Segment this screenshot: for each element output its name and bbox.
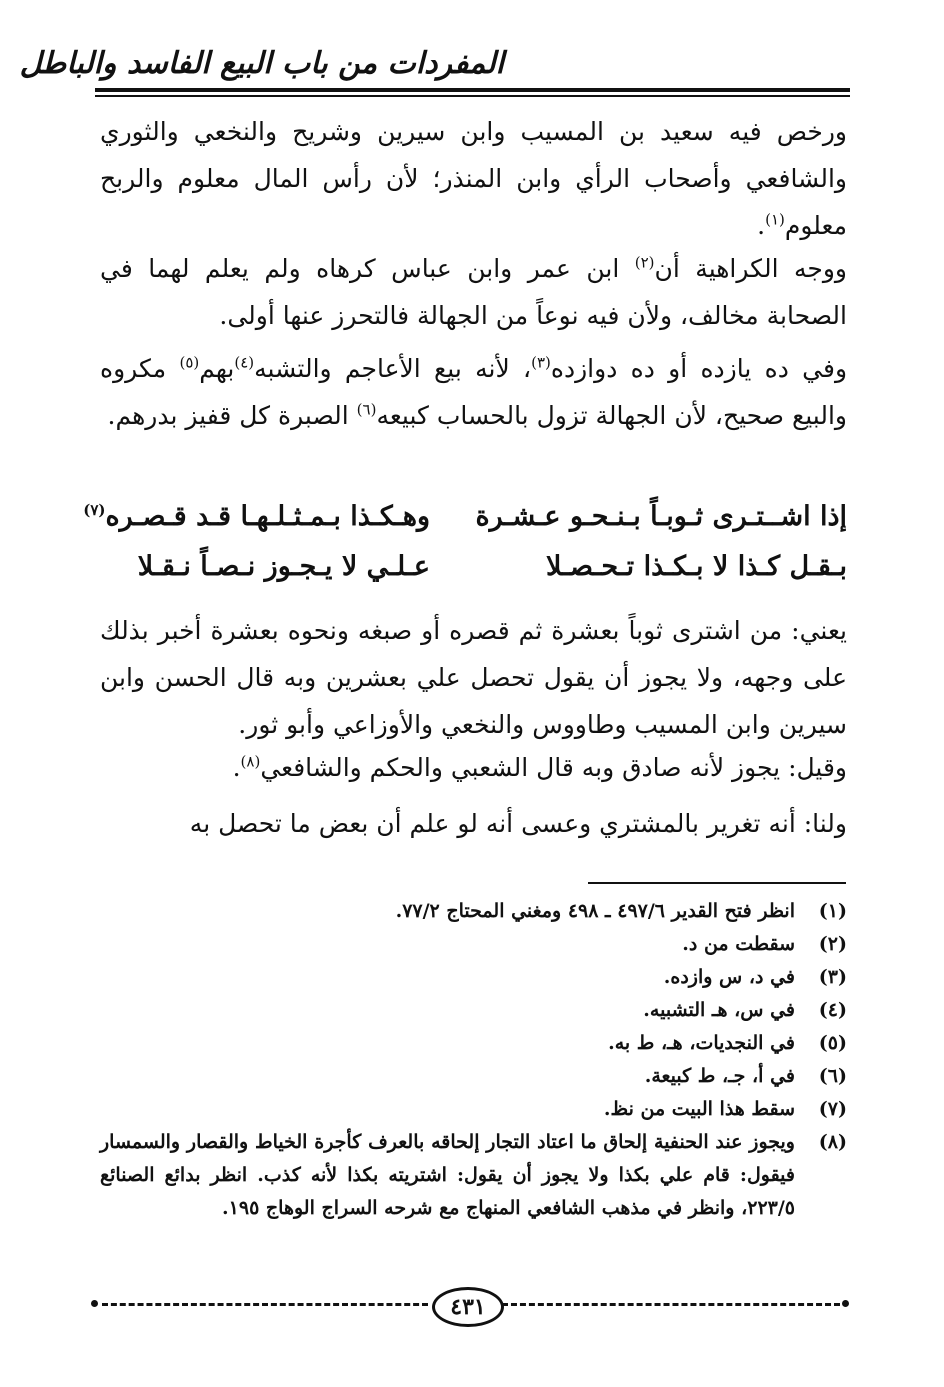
footnote-ref-3[interactable]: (٣): [531, 353, 551, 372]
footnote-6: [100, 1060, 847, 1093]
footnote-8: [100, 1126, 847, 1225]
footnote-ref-5[interactable]: (٥): [179, 353, 200, 372]
footnote-2: [100, 928, 847, 961]
footnote-number: (٦): [818, 1065, 847, 1087]
running-header-title: المفردات من باب البيع الفاسد والباطل: [19, 46, 504, 81]
footnote-5: [100, 1027, 847, 1060]
footnote-number: (٧): [818, 1098, 847, 1120]
footnote-text: انظر فتح القدير ٤٩٧/٦ ـ ٤٩٨ ومغني المحتاج ٧٧/٢.: [395, 900, 795, 922]
footnote-7: [100, 1093, 847, 1126]
footnote-ref-7[interactable]: (٧): [83, 501, 106, 519]
footnote-number: (٢): [818, 933, 847, 955]
footnote-text: في د، س وازده.: [663, 966, 795, 988]
footnote-number: (٨): [818, 1131, 847, 1153]
footer-dashed-rule-left: [102, 1303, 428, 1306]
footnote-ref-2[interactable]: (٢): [634, 253, 655, 272]
footer-ornament-dot: [842, 1300, 849, 1307]
page-number: ٤٣١: [432, 1287, 504, 1327]
footnote-number: (١): [818, 900, 847, 922]
footnote-1: [100, 895, 847, 928]
paragraph-4: يعني: من اشترى ثوباً بعشرة ثم قصره أو صبغه ونحوه بعشرة أخبر بذلك على وجهه، ولا يجوز أن يقول تحصل علي بعشرين وبه قال الحسن وابن سيرين وابن المسيب وطاووس والنخعي والأوزاعي وأبو ثور.: [100, 616, 847, 739]
footnote-text: ويجوز عند الحنفية إلحاق ما اعتاد التجار إلحاقه بالعرف كأجرة الخياط والقصار والسمسار فيقول: قام علي بكذا ولا يجوز أن يقول: اشتريته بكذا لأنه كذب. انظر بدائع الصنائع ٢٢٣/٥، وانظر في مذهب الشافعي المنهاج مع شرحه السراج الوهاج ١٩٥.: [100, 1131, 795, 1219]
footnote-separator: [588, 882, 846, 884]
header-rule-thick: [95, 88, 850, 92]
footnote-ref-6[interactable]: (٦): [356, 400, 377, 419]
paragraph-1: ورخص فيه سعيد بن المسيب وابن سيرين وشريح والنخعي والثوري والشافعي وأصحاب الرأي وابن المنذر؛ لأن رأس المال معلوم والربح معلوم$^{(١)}$.: [100, 117, 847, 240]
footnote-number: (٤): [818, 999, 847, 1021]
footnote-4: [100, 994, 847, 1027]
footnote-text: سقط هذا البيت من نظ.: [603, 1098, 795, 1120]
footnote-ref-8[interactable]: (٨): [240, 752, 261, 771]
poem-line-2-first-hemistich: بـقـل كـذا لا بـكـذا تـحـصـلا: [546, 551, 847, 582]
footnote-text: في أ، جـ، ط كبيعة.: [644, 1065, 795, 1087]
footnote-number: (٥): [818, 1032, 847, 1054]
footnote-text: سقطت من د.: [682, 933, 795, 955]
footer-dashed-rule-right: [502, 1303, 840, 1306]
header-rule-thin: [95, 95, 850, 97]
poem-line-2-second-hemistich: عـلـي لا يـجـوز نـصـاً نـقـلا: [137, 551, 430, 582]
footnote-text: في س، هـ التشبيه.: [643, 999, 795, 1021]
footnote-3: [100, 961, 847, 994]
paragraph-5: وقيل: يجوز لأنه صادق وبه قال الشعبي والحكم والشافعي$^{(٨)}$.: [232, 752, 847, 782]
paragraph-6: ولنا: أنه تغرير بالمشتري وعسى أنه لو علم أن بعض ما تحصل به: [189, 809, 847, 838]
poem-line-1: [83, 493, 847, 541]
footnote-text: في النجديات، هـ، ط به.: [608, 1032, 795, 1054]
paragraph-2: ووجه الكراهية أن$^{(٢)}$ ابن عمر وابن عباس كرهاه ولم يعلم لهما في الصحابة مخالف، ولأن فيه نوعاً من الجهالة فالتحرز عنها أولى.: [100, 253, 847, 330]
paragraph-3: وفي ده يازده أو ده دوازده$^{(٣)}$، لأنه بيع الأعاجم والتشبه$^{(٤)}$بهم$^{(٥)}$ مكروه والبيع صحيح، لأن الجهالة تزول بالحساب كبيعه$^{(٦)}$ الصبرة كل قفيز بدرهم.: [100, 353, 848, 430]
poem-line-1-first-hemistich: إذا اشــتـرى ثـوبـاً بـنـحـو عـشـرة: [475, 501, 847, 532]
footnote-number: (٣): [818, 966, 847, 988]
footnote-ref-4[interactable]: (٤): [234, 353, 255, 372]
footnote-ref-1[interactable]: (١): [765, 210, 785, 229]
footer-ornament-dot: [91, 1300, 98, 1307]
poem-line-1-second-hemistich: وهـكـذا بـمـثـلـهـا قـد قـصـره$^{(٧)}$: [83, 501, 430, 532]
poem-line-2: [100, 543, 847, 591]
